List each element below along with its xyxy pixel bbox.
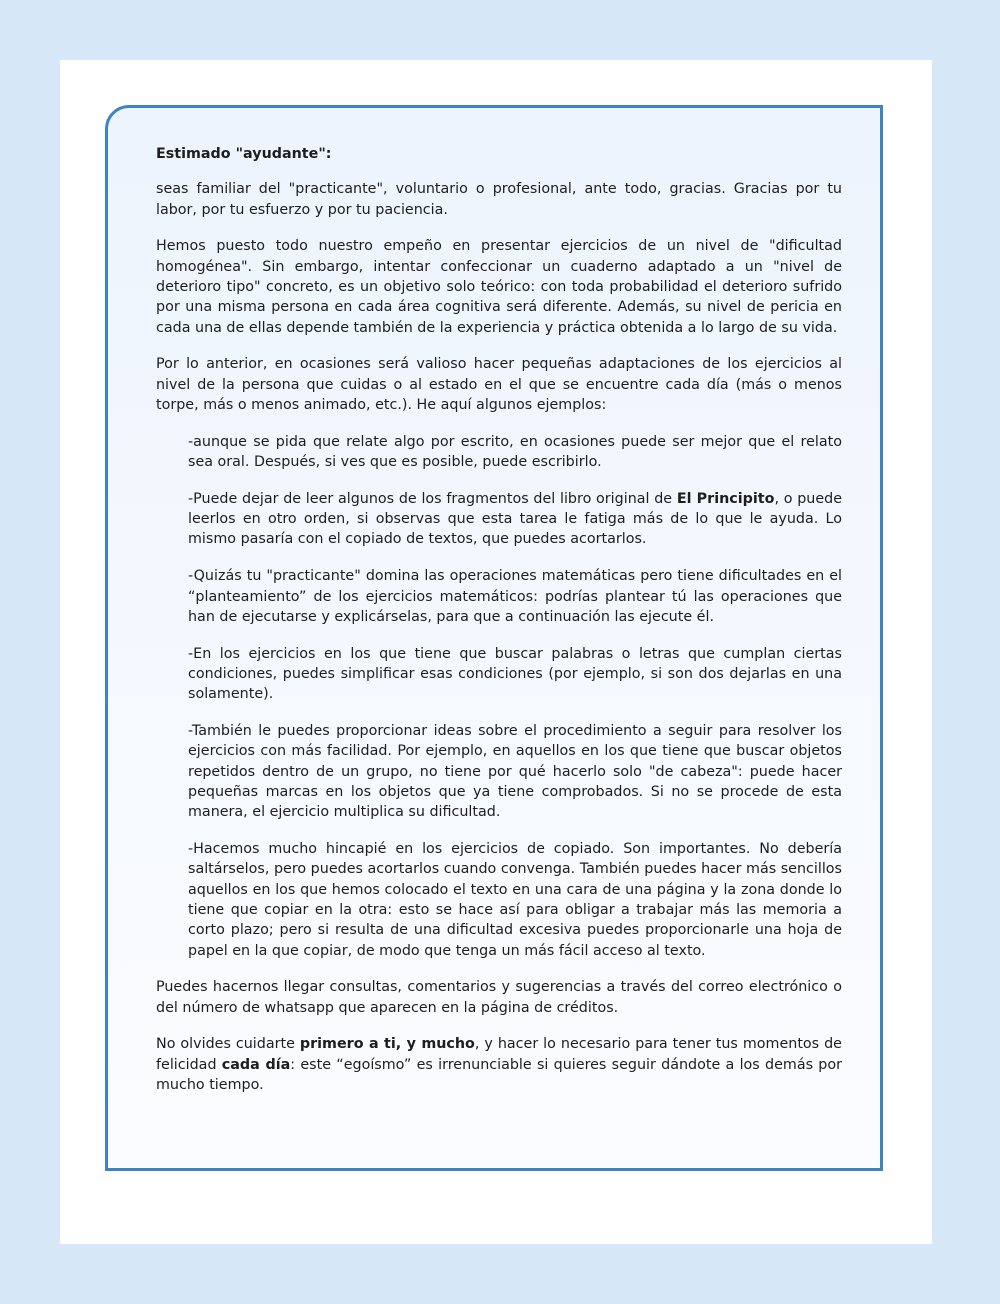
selfcare-emphasis-1: primero a ti, y mucho [299,1036,475,1053]
selfcare-text-b: , y hacer lo necesario para tener tus momentos de felicidad [156,1036,842,1073]
example-math: -Quizás tu "practicante" domina las operaciones matemáticas pero tiene dificultades en el “planteamiento” de los ejercicios matemáticos: podrías plantear tú las operaciones que han de ejecutarse y explicárselas, para que a continuación las ejecute él. [188,568,842,625]
selfcare-emphasis-2: cada día [221,1056,291,1073]
paragraph-adaptations: Por lo anterior, en ocasiones será valioso hacer pequeñas adaptaciones de los ejercicios al nivel de la persona que cuidas o al estado en el que se encuentre cada día (más o menos torpe, más o menos animado, etc.). He aquí algunos ejemplos: [156,356,842,413]
selfcare-text-a: No olvides cuidarte [156,1036,300,1053]
letter-body [156,144,842,1112]
paragraph-selfcare [156,1034,842,1095]
page-sheet [60,60,932,1244]
book-title: El Principito [676,490,775,507]
selfcare-text-c: : este “egoísmo” es irrenunciable si quieres seguir dándote a los demás por mucho tiempo. [156,1056,843,1093]
paragraph-contact: Puedes hacernos llegar consultas, comentarios y sugerencias a través del correo electrónico o del número de whatsapp que aparecen en la página de créditos. [156,979,842,1016]
example-copying: -Hacemos mucho hincapié en los ejercicios de copiado. Son importantes. No debería saltárselos, pero puedes acortarlos cuando convenga. También puedes hacer más sencillos aquellos en los que hemos colocado el texto en una cara de una página y la zona donde lo tiene que copiar en la otra: esto se hace así para obligar a trabajar más las memoria a corto plazo; pero si resulta de una dificultad excesiva puedes proporcionarle una hoja de papel en la que copiar, de modo que tenga un más fácil acceso al texto. [188,841,842,959]
example-oral-story: -aunque se pida que relate algo por escrito, en ocasiones puede ser mejor que el relato sea oral. Después, si ves que es posible, puede escribirlo. [188,433,842,471]
example-reading-text-b: , o puede leerlos en otro orden, si observas que esta tarea le fatiga más de lo que le ayuda. Lo mismo pasaría con el copiado de textos, que puedes acortarlos. [188,490,842,548]
letter-greeting: Estimado "ayudante": [156,146,332,162]
example-procedure: -También le puedes proporcionar ideas sobre el procedimiento a seguir para resolver los ejercicios con más facilidad. Por ejemplo, en aquellos en los que tiene que buscar objetos repetidos dentro de un grupo, no tiene por qué hacerlo solo "de cabeza": puede hacer pequeñas marcas en los objetos que ya tiene comprobados. Si no se procede de esta manera, el ejercicio multiplica su dificultad. [188,723,842,821]
example-reading-text-a: -Puede dejar de leer algunos de los fragmentos del libro original de [188,490,677,507]
example-word-search: -En los ejercicios en los que tiene que buscar palabras o letras que cumplan ciertas condiciones, puedes simplificar esas condiciones (por ejemplo, si son dos dejarlas en una solamente). [188,645,842,703]
letter-frame [105,105,883,1171]
paragraph-thanks: seas familiar del "practicante", voluntario o profesional, ante todo, gracias. Gracias por tu labor, por tu esfuerzo y por tu paciencia. [156,181,842,218]
paragraph-difficulty: Hemos puesto todo nuestro empeño en presentar ejercicios de un nivel de "dificultad homogénea". Sin embargo, intentar confeccionar un cuaderno adaptado a un "nivel de deterioro tipo" concreto, es un objetivo solo teórico: con toda probabilidad el deterioro sufrido por una misma persona en cada área cognitiva será diferente. Además, su nivel de pericia en cada una de ellas depende también de la experiencia y práctica obtenida a lo largo de su vida. [156,238,842,336]
example-reading [188,489,842,550]
